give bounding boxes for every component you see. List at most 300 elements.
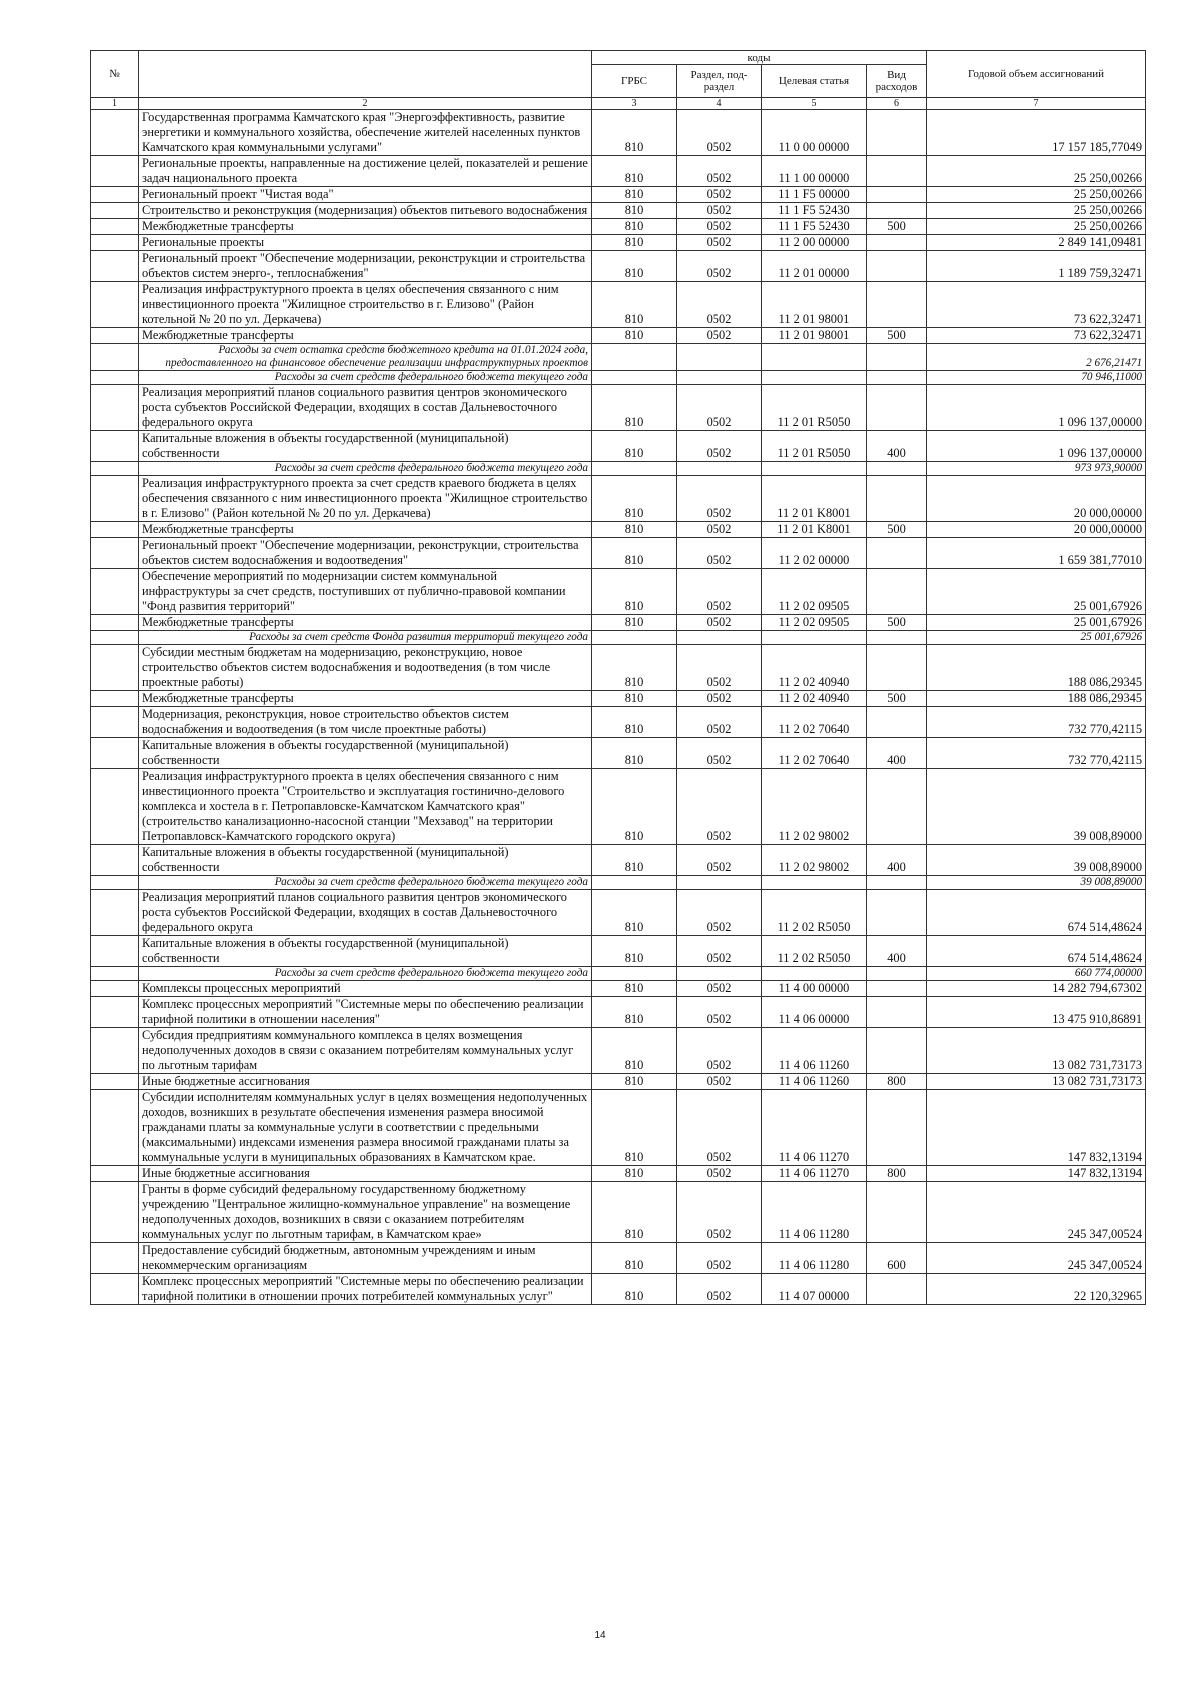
row-amount: 732 770,42115 [927, 738, 1146, 769]
table-row [91, 707, 1146, 738]
row-grbs: 810 [592, 890, 677, 936]
row-name: Расходы за счет средств федерального бюджета текущего года [139, 371, 592, 385]
row-name: Реализация инфраструктурного проекта за счет средств краевого бюджета в целях обеспечения связанного с ним инвестиционного проекта "Жилищное строительство в г. Елизово" (Район котельной № 20 по ул. Деркачева) [139, 476, 592, 522]
row-statya [762, 462, 867, 476]
row-grbs: 810 [592, 707, 677, 738]
row-amount: 14 282 794,67302 [927, 981, 1146, 997]
row-statya: 11 2 01 K8001 [762, 522, 867, 538]
row-grbs: 810 [592, 187, 677, 203]
row-name: Строительство и реконструкция (модернизация) объектов питьевого водоснабжения [139, 203, 592, 219]
row-number [91, 538, 139, 569]
row-grbs: 810 [592, 691, 677, 707]
table-row [91, 738, 1146, 769]
table-row [91, 569, 1146, 615]
budget-table [90, 50, 1146, 1305]
row-name: Межбюджетные трансферты [139, 691, 592, 707]
row-amount: 13 475 910,86891 [927, 997, 1146, 1028]
column-number: 4 [677, 98, 762, 110]
row-name: Региональные проекты [139, 235, 592, 251]
row-name: Капитальные вложения в объекты государственной (муниципальной) собственности [139, 431, 592, 462]
row-razdel: 0502 [677, 328, 762, 344]
row-amount: 732 770,42115 [927, 707, 1146, 738]
row-amount: 147 832,13194 [927, 1166, 1146, 1182]
row-grbs: 810 [592, 1243, 677, 1274]
row-vid [867, 981, 927, 997]
column-number-row [91, 98, 1146, 110]
column-number: 3 [592, 98, 677, 110]
row-name: Иные бюджетные ассигнования [139, 1166, 592, 1182]
row-grbs: 810 [592, 1274, 677, 1305]
row-razdel: 0502 [677, 845, 762, 876]
row-number [91, 645, 139, 691]
row-razdel: 0502 [677, 997, 762, 1028]
row-vid: 500 [867, 522, 927, 538]
row-statya: 11 1 00 00000 [762, 156, 867, 187]
row-number [91, 328, 139, 344]
row-vid [867, 476, 927, 522]
header-statya: Целевая статья [762, 65, 867, 98]
row-razdel: 0502 [677, 1028, 762, 1074]
row-amount: 20 000,00000 [927, 522, 1146, 538]
table-note-row [91, 344, 1146, 371]
row-number [91, 981, 139, 997]
row-statya: 11 2 02 R5050 [762, 936, 867, 967]
row-vid [867, 1182, 927, 1243]
row-razdel: 0502 [677, 110, 762, 156]
header-amount: Годовой объем ассигнований [927, 51, 1146, 98]
row-vid: 400 [867, 431, 927, 462]
row-number [91, 476, 139, 522]
row-razdel [677, 967, 762, 981]
row-razdel [677, 344, 762, 371]
row-amount: 1 096 137,00000 [927, 431, 1146, 462]
row-grbs [592, 371, 677, 385]
row-amount: 20 000,00000 [927, 476, 1146, 522]
table-row [91, 235, 1146, 251]
row-statya: 11 4 07 00000 [762, 1274, 867, 1305]
row-razdel: 0502 [677, 769, 762, 845]
row-razdel: 0502 [677, 385, 762, 431]
row-statya: 11 1 F5 52430 [762, 219, 867, 235]
row-razdel: 0502 [677, 645, 762, 691]
row-grbs [592, 462, 677, 476]
row-razdel [677, 371, 762, 385]
row-number [91, 707, 139, 738]
header-razdel: Раздел, под-раздел [677, 65, 762, 98]
row-grbs [592, 631, 677, 645]
row-vid [867, 1274, 927, 1305]
row-number [91, 522, 139, 538]
row-name: Комплекс процессных мероприятий "Системные меры по обеспечению реализации тарифной политики в отношении прочих потребителей коммунальных услуг" [139, 1274, 592, 1305]
row-statya: 11 2 01 00000 [762, 251, 867, 282]
row-grbs: 810 [592, 538, 677, 569]
table-note-row [91, 371, 1146, 385]
row-number [91, 967, 139, 981]
row-name: Реализация инфраструктурного проекта в целях обеспечения связанного с ним инвестиционного проекта "Строительство и эксплуатация гостинично-делового комплекса и хостела в г. Петропавловске-Камчатском Камчатского края" (строительство канализационно-насосной станции "Мехзавод" на территории Петропавловск-Камчатского городского округа) [139, 769, 592, 845]
row-grbs: 810 [592, 251, 677, 282]
row-number [91, 1274, 139, 1305]
header-no: № [91, 51, 139, 98]
row-razdel: 0502 [677, 615, 762, 631]
row-number [91, 845, 139, 876]
row-number [91, 251, 139, 282]
row-grbs: 810 [592, 219, 677, 235]
row-amount: 25 250,00266 [927, 219, 1146, 235]
row-razdel: 0502 [677, 1166, 762, 1182]
row-amount: 25 001,67926 [927, 569, 1146, 615]
row-grbs: 810 [592, 845, 677, 876]
row-razdel: 0502 [677, 219, 762, 235]
row-amount: 73 622,32471 [927, 282, 1146, 328]
row-grbs: 810 [592, 156, 677, 187]
table-row [91, 997, 1146, 1028]
row-statya: 11 2 01 R5050 [762, 431, 867, 462]
row-number [91, 769, 139, 845]
row-number [91, 282, 139, 328]
row-razdel: 0502 [677, 1243, 762, 1274]
row-vid: 500 [867, 328, 927, 344]
row-razdel: 0502 [677, 738, 762, 769]
row-grbs: 810 [592, 385, 677, 431]
row-name: Субсидия предприятиям коммунального комплекса в целях возмещения недополученных доходов в связи с оказанием потребителям коммунальных услуг по льготным тарифам [139, 1028, 592, 1074]
row-amount: 22 120,32965 [927, 1274, 1146, 1305]
row-amount: 25 001,67926 [927, 615, 1146, 631]
row-number [91, 890, 139, 936]
row-razdel: 0502 [677, 981, 762, 997]
column-number: 1 [91, 98, 139, 110]
row-number [91, 110, 139, 156]
row-grbs: 810 [592, 282, 677, 328]
row-number [91, 385, 139, 431]
row-number [91, 219, 139, 235]
page-number: 14 [594, 1630, 606, 1641]
row-grbs: 810 [592, 569, 677, 615]
row-razdel: 0502 [677, 203, 762, 219]
row-number [91, 187, 139, 203]
row-vid [867, 187, 927, 203]
row-grbs: 810 [592, 235, 677, 251]
table-row [91, 1243, 1146, 1274]
row-razdel: 0502 [677, 1074, 762, 1090]
row-name: Региональный проект "Обеспечение модернизации, реконструкции, строительства объектов систем водоснабжения и водоотведения" [139, 538, 592, 569]
row-statya: 11 2 02 98002 [762, 769, 867, 845]
row-amount: 2 849 141,09481 [927, 235, 1146, 251]
row-number [91, 371, 139, 385]
row-vid [867, 997, 927, 1028]
row-amount: 39 008,89000 [927, 876, 1146, 890]
column-number: 7 [927, 98, 1146, 110]
row-vid [867, 462, 927, 476]
row-amount: 39 008,89000 [927, 769, 1146, 845]
table-row [91, 385, 1146, 431]
row-razdel: 0502 [677, 156, 762, 187]
header-name [139, 51, 592, 98]
row-vid: 800 [867, 1074, 927, 1090]
row-name: Комплексы процессных мероприятий [139, 981, 592, 997]
row-name: Субсидии местным бюджетам на модернизацию, реконструкцию, новое строительство объектов систем водоснабжения и водоотведения (в том числе проектные работы) [139, 645, 592, 691]
table-row [91, 645, 1146, 691]
row-vid: 400 [867, 936, 927, 967]
row-razdel: 0502 [677, 1090, 762, 1166]
table-row [91, 156, 1146, 187]
row-statya: 11 4 00 00000 [762, 981, 867, 997]
row-amount: 1 096 137,00000 [927, 385, 1146, 431]
row-number [91, 1243, 139, 1274]
row-statya: 11 2 01 98001 [762, 282, 867, 328]
row-vid [867, 631, 927, 645]
row-grbs: 810 [592, 615, 677, 631]
row-statya [762, 876, 867, 890]
row-grbs: 810 [592, 981, 677, 997]
row-statya: 11 2 01 R5050 [762, 385, 867, 431]
row-vid [867, 967, 927, 981]
row-grbs: 810 [592, 203, 677, 219]
row-grbs: 810 [592, 328, 677, 344]
table-row [91, 845, 1146, 876]
table-row [91, 1028, 1146, 1074]
table-row [91, 187, 1146, 203]
row-number [91, 1166, 139, 1182]
row-name: Региональный проект "Обеспечение модернизации, реконструкции и строительства объектов систем энерго-, теплоснабжения" [139, 251, 592, 282]
row-vid: 400 [867, 845, 927, 876]
row-amount: 147 832,13194 [927, 1090, 1146, 1166]
row-statya [762, 344, 867, 371]
row-statya: 11 4 06 11280 [762, 1243, 867, 1274]
header-grbs: ГРБС [592, 65, 677, 98]
row-amount: 674 514,48624 [927, 890, 1146, 936]
row-statya: 11 2 00 00000 [762, 235, 867, 251]
row-amount: 39 008,89000 [927, 845, 1146, 876]
column-number: 2 [139, 98, 592, 110]
row-razdel [677, 876, 762, 890]
row-amount: 2 676,21471 [927, 344, 1146, 371]
row-vid [867, 1028, 927, 1074]
row-name: Субсидии исполнителям коммунальных услуг в целях возмещения недополученных доходов, возникших в результате обеспечения изменения размера вносимой гражданами платы за коммунальные услуги в соответствии с предельными (максимальными) индексами изменения размера вносимой гражданами платы за коммунальные услуги в муниципальных образованиях в Камчатском крае. [139, 1090, 592, 1166]
row-amount: 13 082 731,73173 [927, 1074, 1146, 1090]
row-grbs [592, 967, 677, 981]
row-name: Реализация мероприятий планов социального развития центров экономического роста субъектов Российской Федерации, входящих в состав Дальневосточного федерального округа [139, 890, 592, 936]
row-statya: 11 4 06 11260 [762, 1074, 867, 1090]
row-grbs: 810 [592, 1090, 677, 1166]
row-number [91, 1090, 139, 1166]
row-vid [867, 569, 927, 615]
row-number [91, 203, 139, 219]
row-vid: 600 [867, 1243, 927, 1274]
table-row [91, 691, 1146, 707]
row-razdel: 0502 [677, 251, 762, 282]
row-statya: 11 1 F5 52430 [762, 203, 867, 219]
row-number [91, 156, 139, 187]
row-razdel: 0502 [677, 476, 762, 522]
row-name: Расходы за счет средств федерального бюджета текущего года [139, 967, 592, 981]
table-note-row [91, 462, 1146, 476]
row-amount: 188 086,29345 [927, 691, 1146, 707]
row-vid: 400 [867, 738, 927, 769]
row-name: Межбюджетные трансферты [139, 615, 592, 631]
row-name: Комплекс процессных мероприятий "Системные меры по обеспечению реализации тарифной политики в отношении населения" [139, 997, 592, 1028]
row-grbs: 810 [592, 1166, 677, 1182]
row-vid: 800 [867, 1166, 927, 1182]
table-row [91, 251, 1146, 282]
table-row [91, 431, 1146, 462]
row-grbs: 810 [592, 738, 677, 769]
row-grbs: 810 [592, 1028, 677, 1074]
table-row [91, 769, 1146, 845]
row-vid [867, 344, 927, 371]
row-amount: 1 189 759,32471 [927, 251, 1146, 282]
row-statya: 11 4 06 11280 [762, 1182, 867, 1243]
row-number [91, 876, 139, 890]
row-razdel: 0502 [677, 691, 762, 707]
row-name: Капитальные вложения в объекты государственной (муниципальной) собственности [139, 738, 592, 769]
row-statya: 11 2 02 40940 [762, 645, 867, 691]
row-name: Капитальные вложения в объекты государственной (муниципальной) собственности [139, 936, 592, 967]
row-name: Региональный проект "Чистая вода" [139, 187, 592, 203]
row-vid: 500 [867, 615, 927, 631]
row-razdel: 0502 [677, 1182, 762, 1243]
table-row [91, 1274, 1146, 1305]
table-row [91, 890, 1146, 936]
row-razdel: 0502 [677, 282, 762, 328]
row-statya: 11 2 02 70640 [762, 707, 867, 738]
row-amount: 25 001,67926 [927, 631, 1146, 645]
row-razdel: 0502 [677, 936, 762, 967]
row-statya: 11 2 02 98002 [762, 845, 867, 876]
row-vid [867, 876, 927, 890]
row-vid [867, 156, 927, 187]
row-name: Расходы за счет средств Фонда развития территорий текущего года [139, 631, 592, 645]
row-number [91, 691, 139, 707]
table-row [91, 282, 1146, 328]
row-vid: 500 [867, 219, 927, 235]
row-number [91, 1074, 139, 1090]
row-name: Расходы за счет средств федерального бюджета текущего года [139, 876, 592, 890]
row-amount: 70 946,11000 [927, 371, 1146, 385]
row-vid [867, 385, 927, 431]
table-row [91, 1074, 1146, 1090]
row-name: Реализация инфраструктурного проекта в целях обеспечения связанного с ним инвестиционного проекта "Жилищное строительство в г. Елизово" (Район котельной № 20 по ул. Деркачева) [139, 282, 592, 328]
row-statya: 11 4 06 11260 [762, 1028, 867, 1074]
row-name: Межбюджетные трансферты [139, 219, 592, 235]
table-row [91, 476, 1146, 522]
row-amount: 660 774,00000 [927, 967, 1146, 981]
row-number [91, 462, 139, 476]
table-note-row [91, 876, 1146, 890]
row-statya: 11 0 00 00000 [762, 110, 867, 156]
row-razdel: 0502 [677, 890, 762, 936]
row-name: Реализация мероприятий планов социального развития центров экономического роста субъектов Российской Федерации, входящих в состав Дальневосточного федерального округа [139, 385, 592, 431]
row-amount: 245 347,00524 [927, 1243, 1146, 1274]
row-statya: 11 2 02 70640 [762, 738, 867, 769]
row-statya: 11 2 02 09505 [762, 569, 867, 615]
row-number [91, 936, 139, 967]
table-row [91, 522, 1146, 538]
row-grbs: 810 [592, 431, 677, 462]
table-row [91, 981, 1146, 997]
row-amount: 188 086,29345 [927, 645, 1146, 691]
row-razdel: 0502 [677, 538, 762, 569]
row-name: Капитальные вложения в объекты государственной (муниципальной) собственности [139, 845, 592, 876]
row-vid [867, 235, 927, 251]
table-row [91, 1090, 1146, 1166]
row-name: Государственная программа Камчатского края "Энергоэффективность, развитие энергетики и коммунального хозяйства, обеспечение жителей населенных пунктов Камчатского края коммунальными услугами" [139, 110, 592, 156]
row-vid [867, 110, 927, 156]
row-razdel: 0502 [677, 235, 762, 251]
row-number [91, 615, 139, 631]
row-statya: 11 2 01 K8001 [762, 476, 867, 522]
row-vid [867, 282, 927, 328]
row-statya: 11 2 01 98001 [762, 328, 867, 344]
table-row [91, 219, 1146, 235]
row-amount: 245 347,00524 [927, 1182, 1146, 1243]
row-razdel: 0502 [677, 707, 762, 738]
row-grbs [592, 344, 677, 371]
row-vid [867, 538, 927, 569]
row-razdel: 0502 [677, 569, 762, 615]
row-razdel: 0502 [677, 187, 762, 203]
header-codes: коды [592, 51, 927, 65]
row-amount: 13 082 731,73173 [927, 1028, 1146, 1074]
row-number [91, 738, 139, 769]
header-vid: Вид расходов [867, 65, 927, 98]
row-amount: 17 157 185,77049 [927, 110, 1146, 156]
row-statya: 11 1 F5 00000 [762, 187, 867, 203]
table-row [91, 538, 1146, 569]
row-amount: 73 622,32471 [927, 328, 1146, 344]
table-note-row [91, 967, 1146, 981]
row-statya: 11 2 02 00000 [762, 538, 867, 569]
row-grbs: 810 [592, 936, 677, 967]
row-grbs: 810 [592, 769, 677, 845]
row-grbs [592, 876, 677, 890]
row-statya [762, 967, 867, 981]
table-row [91, 110, 1146, 156]
row-vid [867, 251, 927, 282]
row-razdel: 0502 [677, 522, 762, 538]
row-name: Предоставление субсидий бюджетным, автономным учреждениям и иным некоммерческим организациям [139, 1243, 592, 1274]
row-name: Иные бюджетные ассигнования [139, 1074, 592, 1090]
row-number [91, 431, 139, 462]
row-name: Межбюджетные трансферты [139, 328, 592, 344]
row-grbs: 810 [592, 997, 677, 1028]
row-statya: 11 2 02 40940 [762, 691, 867, 707]
row-amount: 25 250,00266 [927, 156, 1146, 187]
row-number [91, 235, 139, 251]
table-row [91, 1182, 1146, 1243]
row-statya: 11 2 02 R5050 [762, 890, 867, 936]
row-grbs: 810 [592, 1074, 677, 1090]
row-name: Расходы за счет остатка средств бюджетного кредита на 01.01.2024 года, предоставленного на финансовое обеспечение реализации инфраструктурных проектов [139, 344, 592, 371]
row-name: Региональные проекты, направленные на достижение целей, показателей и решение задач национального проекта [139, 156, 592, 187]
row-name: Модернизация, реконструкция, новое строительство объектов систем водоснабжения и водоотведения (в том числе проектные работы) [139, 707, 592, 738]
row-name: Расходы за счет средств федерального бюджета текущего года [139, 462, 592, 476]
row-number [91, 569, 139, 615]
row-statya [762, 631, 867, 645]
table-note-row [91, 631, 1146, 645]
row-number [91, 631, 139, 645]
row-name: Межбюджетные трансферты [139, 522, 592, 538]
row-amount: 973 973,90000 [927, 462, 1146, 476]
row-grbs: 810 [592, 645, 677, 691]
row-vid [867, 1090, 927, 1166]
row-vid [867, 645, 927, 691]
row-statya: 11 2 02 09505 [762, 615, 867, 631]
row-number [91, 344, 139, 371]
row-vid [867, 769, 927, 845]
row-razdel: 0502 [677, 431, 762, 462]
row-razdel: 0502 [677, 1274, 762, 1305]
row-statya [762, 371, 867, 385]
